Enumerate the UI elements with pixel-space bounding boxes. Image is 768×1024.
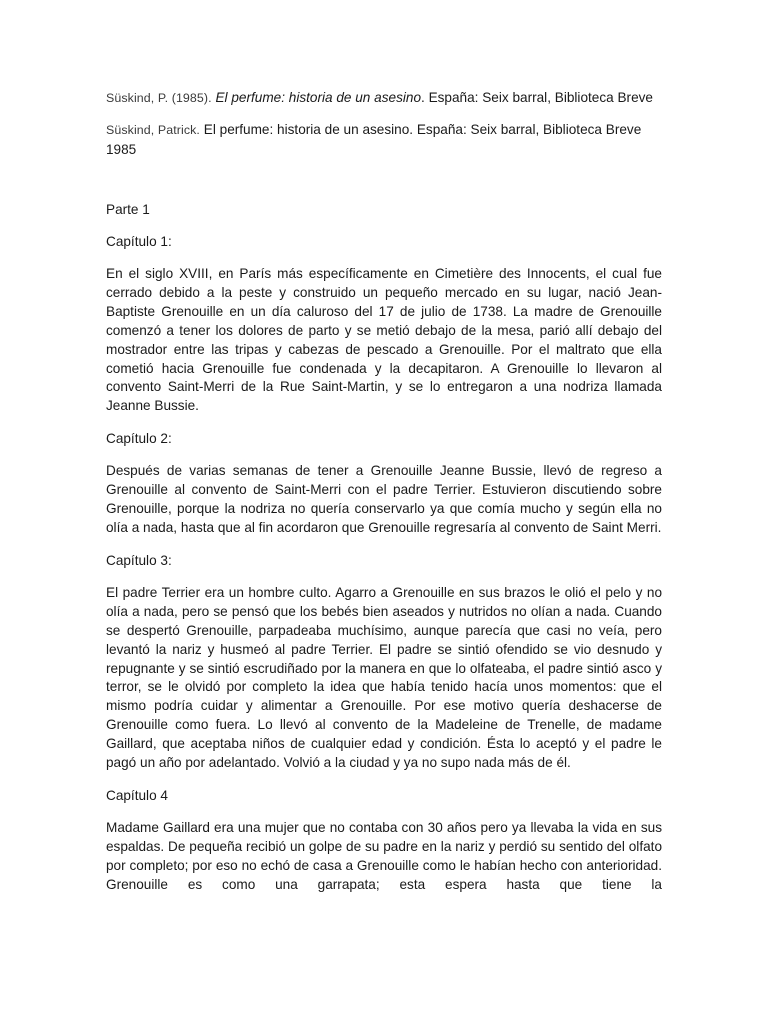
chapter-paragraph: Madame Gaillard era una mujer que no contaba con 30 años pero ya llevaba la vida en sus espaldas. De pequeña recibió un golpe de su padre en la nariz y perdió su sentido del olfato por completo; por eso no echó de casa a Grenouille como le habían hecho con anterioridad. Grenouille es como una garrapata; esta espera hasta que tiene la <box>106 819 662 892</box>
reference-author: Süskind, P. (1985). <box>106 91 212 105</box>
chapter-paragraph: En el siglo XVIII, en París más específicamente en Cimetière des Innocents, el cual fue cerrado debido a la peste y construido un pequeño mercado en su lugar, nació Jean-Baptiste Grenouille en un día caluroso del 17 de julio de 1738. La madre de Grenouille comenzó a tener los dolores de parto y se metió debajo de la mesa, parió allí debajo del mostrador entre las tripas y cabezas de pescado a Grenouille. Por el maltrato que ella cometió hacia Grenouille fue condenada y la decapitaron. A Grenouille lo llevaron al convento Saint-Merri de la Rue Saint-Martin, y se lo entregaron a una nodriza llamada Jeanne Bussie. <box>106 266 662 414</box>
chapter-heading: Capítulo 4 <box>106 787 168 803</box>
reference-title: El perfume: historia de un asesino <box>215 90 422 105</box>
chapter-heading: Capítulo 1: <box>106 234 172 249</box>
chapter-heading: Capítulo 2: <box>106 431 172 447</box>
document-page <box>106 88 662 908</box>
reference-author: Süskind, Patrick. <box>106 123 200 137</box>
chapter-heading: Capítulo 3: <box>106 552 172 568</box>
reference-alt <box>106 120 662 160</box>
part-title: Parte 1 <box>106 202 150 217</box>
chapter-paragraph: El padre Terrier era un hombre culto. Agarro a Grenouille en sus brazos le olió el pelo y no olía a nada, pero se pensó que los bebés bien aseados y nutridos no olían a nada. Cuando se despertó Grenouille, parpadeaba muchísimo, aunque parecía que casi no veía, pero levantó la nariz y husmeó al padre Terrier. El padre se sintió ofendido se vio desnudo y repugnante y se sintió escrudiñado por la manera en que lo olfateaba, el padre sintió asco y terror, se le olvidó por completo la idea que había tenido hacía unos momentos: que el mismo podría cuidar y alimentar a Grenouille. Por ese motivo quería deshacerse de Grenouille como fuera. Lo llevó al convento de la Madeleine de Trenelle, de madame Gaillard, que aceptaba niños de cualquier edad y condición. Ésta lo aceptó y el padre le pagó un año por adelantado. Volvió a la ciudad y ya no supo nada más de él. <box>106 584 662 771</box>
reference-details: El perfume: historia de un asesino. España: Seix barral, Biblioteca Breve 1985 <box>106 122 642 157</box>
reference-publisher: . España: Seix barral, Biblioteca Breve <box>421 90 653 105</box>
reference-apa <box>106 88 662 108</box>
chapter-paragraph: Después de varias semanas de tener a Grenouille Jeanne Bussie, llevó de regreso a Grenouille al convento de Saint-Merri con el padre Terrier. Estuvieron discutiendo sobre Grenouille, porque la nodriza no quería conservarlo ya que comía mucho y según ella no olía a nada, hasta que al fin acordaron que Grenouille regresaría al convento de Saint Merri. <box>106 463 662 535</box>
